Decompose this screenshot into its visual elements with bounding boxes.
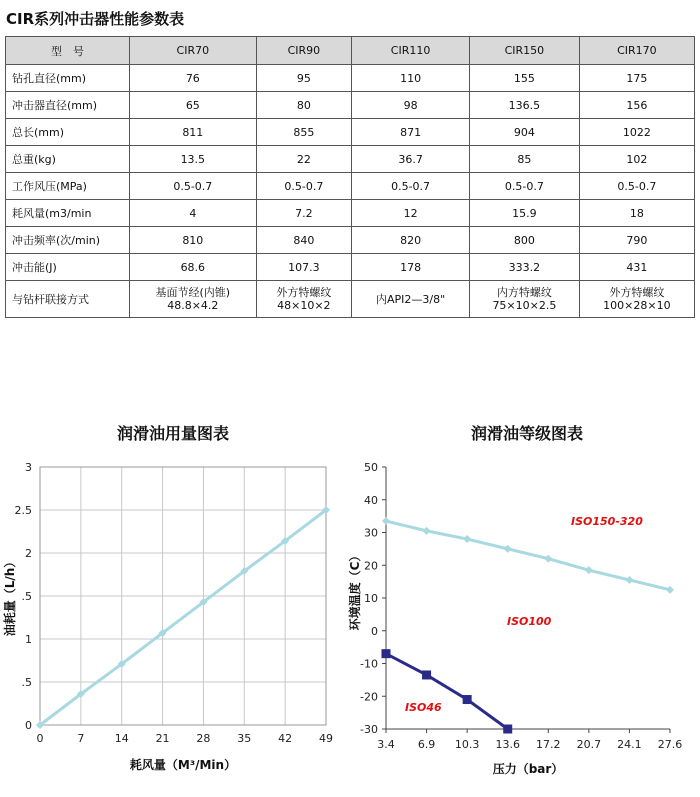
table-row (6, 65, 695, 92)
x-axis-label: 压力（bar） (492, 762, 564, 776)
chart-title-oil-usage: 润滑油用量图表 (117, 424, 230, 443)
table-cell: 13.5 (130, 146, 257, 173)
oil-usage-chart (0, 447, 350, 797)
data-point (382, 517, 390, 525)
data-point (503, 725, 512, 734)
table-cell: 80 (256, 92, 351, 119)
x-tick-label: 42 (278, 732, 293, 745)
table-row (6, 119, 695, 146)
table-cell: 1022 (579, 119, 694, 146)
table-cell: 76 (130, 65, 257, 92)
y-tick-label: .5 (21, 590, 32, 603)
table-cell: 外方特螺纹 48×10×2 (256, 281, 351, 318)
table-cell: 内API2—3/8" (352, 281, 470, 318)
table-cell: 102 (579, 146, 694, 173)
x-tick-label: 21 (155, 732, 170, 745)
table-row (6, 281, 695, 318)
table-cell: 904 (470, 119, 580, 146)
chart-title-oil-grade: 润滑油等级图表 (471, 424, 584, 443)
annotation-label: ISO46 (405, 701, 442, 714)
y-tick-label: .5 (21, 676, 32, 689)
table-cell: 0.5-0.7 (579, 173, 694, 200)
table-cell: 136.5 (470, 92, 580, 119)
x-tick-label: 27.6 (657, 738, 683, 751)
table-cell: 外方特螺纹 100×28×10 (579, 281, 694, 318)
row-label: 耗风量(m3/min (6, 200, 130, 227)
row-label: 冲击能(J) (6, 254, 130, 281)
y-tick-label: 0 (25, 719, 32, 732)
data-point (585, 566, 593, 574)
data-point (625, 576, 633, 584)
data-point (382, 649, 391, 658)
column-header: CIR110 (352, 37, 470, 65)
table-cell: 800 (470, 227, 580, 254)
data-point (463, 535, 471, 543)
table-cell: 85 (470, 146, 580, 173)
column-header: CIR150 (470, 37, 580, 65)
data-point (463, 695, 472, 704)
x-tick-label: 13.6 (495, 738, 520, 751)
table-cell: 156 (579, 92, 694, 119)
spec-table (5, 36, 695, 318)
table-cell: 18 (579, 200, 694, 227)
data-point (666, 586, 674, 594)
y-axis-label: 环境温度（C） (348, 549, 362, 631)
y-tick-label: 40 (364, 493, 378, 507)
y-axis-label: 油耗量（L/h） (3, 555, 17, 637)
table-cell: 175 (579, 65, 694, 92)
x-tick-label: 7 (77, 732, 85, 745)
table-row (6, 200, 695, 227)
table-cell: 155 (470, 65, 580, 92)
x-tick-label: 14 (114, 732, 129, 745)
annotation-label: ISO100 (507, 615, 552, 628)
table-cell: 22 (256, 146, 351, 173)
table-cell: 811 (130, 119, 257, 146)
y-tick-label: -10 (360, 657, 378, 671)
row-label: 冲击器直径(mm) (6, 92, 130, 119)
table-cell: 95 (256, 65, 351, 92)
y-tick-label: 2.5 (14, 504, 32, 517)
data-point (423, 527, 431, 535)
y-tick-label: 3 (25, 461, 32, 474)
table-cell: 110 (352, 65, 470, 92)
table-cell: 98 (352, 92, 470, 119)
table-cell: 820 (352, 227, 470, 254)
oil-grade-chart (350, 447, 700, 797)
row-label: 总重(kg) (6, 146, 130, 173)
x-tick-label: 0 (36, 732, 44, 745)
table-cell: 855 (256, 119, 351, 146)
x-tick-label: 6.9 (417, 738, 436, 751)
table-cell: 68.6 (130, 254, 257, 281)
row-label: 冲击频率(次/min) (6, 227, 130, 254)
data-point (544, 555, 552, 563)
row-label: 工作风压(MPa) (6, 173, 130, 200)
table-row (6, 254, 695, 281)
y-tick-label: 30 (364, 526, 378, 540)
table-cell: 333.2 (470, 254, 580, 281)
y-tick-label: 0 (371, 624, 378, 638)
x-tick-label: 17.2 (536, 738, 561, 751)
table-cell: 15.9 (470, 200, 580, 227)
x-tick-label: 10.3 (454, 738, 480, 751)
row-label: 与钻杆联接方式 (6, 281, 130, 318)
y-tick-label: 50 (364, 461, 378, 474)
table-cell: 840 (256, 227, 351, 254)
table-cell: 0.5-0.7 (256, 173, 351, 200)
y-tick-label: 1 (25, 633, 32, 646)
x-tick-label: 28 (196, 732, 211, 745)
table-cell: 871 (352, 119, 470, 146)
table-cell: 107.3 (256, 254, 351, 281)
series-line-iso46 (386, 654, 508, 729)
row-label: 钻孔直径(mm) (6, 65, 130, 92)
table-cell: 0.5-0.7 (470, 173, 580, 200)
x-tick-label: 35 (237, 732, 252, 745)
x-tick-label: 20.7 (576, 738, 602, 751)
column-header: CIR70 (130, 37, 257, 65)
y-tick-label: 20 (364, 559, 378, 573)
y-tick-label: -20 (360, 690, 378, 704)
table-cell: 431 (579, 254, 694, 281)
table-cell: 4 (130, 200, 257, 227)
row-label: 总长(mm) (6, 119, 130, 146)
table-cell: 0.5-0.7 (352, 173, 470, 200)
y-tick-label: 10 (364, 592, 378, 605)
x-tick-label: 24.1 (617, 738, 642, 751)
table-cell: 7.2 (256, 200, 351, 227)
table-cell: 36.7 (352, 146, 470, 173)
y-tick-label: -30 (360, 723, 378, 736)
x-axis-label: 耗风量（M³/Min） (129, 758, 237, 772)
table-row (6, 227, 695, 254)
header-label: 型 号 (6, 37, 130, 65)
table-row (6, 92, 695, 119)
data-point (504, 545, 512, 553)
table-cell: 810 (130, 227, 257, 254)
data-point (422, 670, 431, 679)
page-title: CIR系列冲击器性能参数表 (6, 10, 185, 28)
table-row (6, 173, 695, 200)
table-cell: 内方特螺纹 75×10×2.5 (470, 281, 580, 318)
x-tick-label: 3.4 (377, 738, 395, 751)
x-tick-label: 49 (319, 732, 333, 745)
column-header: CIR170 (579, 37, 694, 65)
table-cell: 12 (352, 200, 470, 227)
table-cell: 0.5-0.7 (130, 173, 257, 200)
table-header-row (6, 37, 695, 65)
y-tick-label: 2 (25, 547, 32, 560)
table-cell: 65 (130, 92, 257, 119)
annotation-label: ISO150-320 (571, 515, 643, 528)
table-cell: 178 (352, 254, 470, 281)
table-cell: 790 (579, 227, 694, 254)
column-header: CIR90 (256, 37, 351, 65)
table-row (6, 146, 695, 173)
table-cell: 基面节经(内锥) 48.8×4.2 (130, 281, 257, 318)
